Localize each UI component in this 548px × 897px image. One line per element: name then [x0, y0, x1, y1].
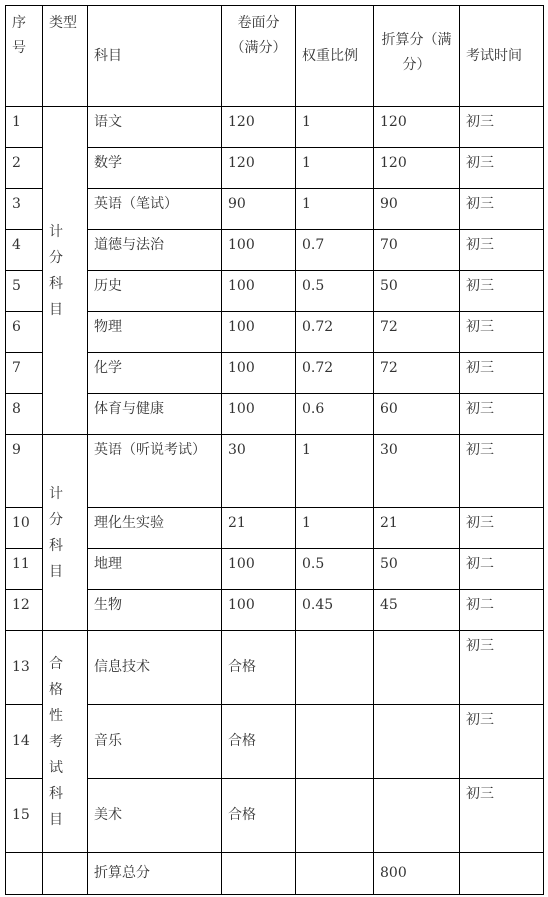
- row-time: 初三: [460, 271, 544, 312]
- group-label-char: 科: [49, 537, 63, 554]
- row-converted: 60: [374, 394, 460, 435]
- row-subject: 英语（笔试）: [88, 189, 222, 230]
- row-index: 5: [6, 271, 43, 312]
- row-weight: 0.45: [296, 590, 374, 631]
- total-value: 800: [374, 853, 460, 895]
- row-converted: [374, 705, 460, 779]
- row-index: 6: [6, 312, 43, 353]
- group-label-char: 计: [49, 223, 63, 240]
- row-converted: 70: [374, 230, 460, 271]
- row-weight: 1: [296, 435, 374, 508]
- total-time-empty: [460, 853, 544, 895]
- row-subject: 信息技术: [88, 631, 222, 705]
- total-score-empty: [222, 853, 296, 895]
- row-time: 初三: [460, 189, 544, 230]
- row-subject: 物理: [88, 312, 222, 353]
- row-index: 9: [6, 435, 43, 508]
- row-time: 初三: [460, 394, 544, 435]
- row-subject: 道德与法治: [88, 230, 222, 271]
- row-weight: 1: [296, 508, 374, 549]
- row-time: 初三: [460, 148, 544, 189]
- row-weight: 1: [296, 189, 374, 230]
- group-label-scored-1: [43, 107, 88, 435]
- row-index: 15: [6, 779, 43, 853]
- group-label-char: 科: [49, 785, 63, 802]
- row-subject: 英语（听说考试）: [88, 435, 222, 508]
- row-score: 100: [222, 230, 296, 271]
- row-subject: 美术: [88, 779, 222, 853]
- row-weight: [296, 631, 374, 705]
- row-score: 合格: [222, 631, 296, 705]
- row-score: 21: [222, 508, 296, 549]
- group-label-char: 格: [49, 681, 63, 698]
- row-weight: [296, 705, 374, 779]
- group-label-char: 分: [49, 511, 63, 528]
- group-label-text: [49, 219, 81, 323]
- row-time: 初二: [460, 549, 544, 590]
- row-index: 14: [6, 705, 43, 779]
- row-score: 合格: [222, 705, 296, 779]
- row-converted: 120: [374, 148, 460, 189]
- row-index: 3: [6, 189, 43, 230]
- row-converted: 90: [374, 189, 460, 230]
- row-score: 120: [222, 107, 296, 148]
- row-subject: 生物: [88, 590, 222, 631]
- row-converted: [374, 779, 460, 853]
- group-label-char: 计: [49, 485, 63, 502]
- row-converted: 72: [374, 353, 460, 394]
- header-score: 卷面分（满分）: [222, 6, 296, 107]
- row-time: 初二: [460, 590, 544, 631]
- group-label-char: 试: [49, 759, 63, 776]
- row-weight: 0.72: [296, 312, 374, 353]
- row-index: 7: [6, 353, 43, 394]
- row-index: 13: [6, 631, 43, 705]
- row-index: 11: [6, 549, 43, 590]
- row-subject: 理化生实验: [88, 508, 222, 549]
- row-subject: 语文: [88, 107, 222, 148]
- row-weight: 1: [296, 107, 374, 148]
- header-weight: 权重比例: [296, 6, 374, 107]
- row-converted: 50: [374, 549, 460, 590]
- row-score: 100: [222, 353, 296, 394]
- row-score: 90: [222, 189, 296, 230]
- row-time: 初三: [460, 312, 544, 353]
- row-weight: 0.6: [296, 394, 374, 435]
- header-type: 类型: [43, 6, 88, 107]
- row-time: 初三: [460, 631, 544, 705]
- row-score: 100: [222, 394, 296, 435]
- row-subject: 数学: [88, 148, 222, 189]
- group-label-char: 目: [49, 563, 63, 580]
- row-converted: 120: [374, 107, 460, 148]
- row-score: 30: [222, 435, 296, 508]
- group-label-char: 分: [49, 249, 63, 266]
- row-score: 合格: [222, 779, 296, 853]
- row-score: 100: [222, 549, 296, 590]
- row-index: 12: [6, 590, 43, 631]
- row-score: 100: [222, 590, 296, 631]
- row-time: 初三: [460, 705, 544, 779]
- row-subject: 体育与健康: [88, 394, 222, 435]
- row-weight: 1: [296, 148, 374, 189]
- group-label-char: 目: [49, 811, 63, 828]
- header-subject: 科目: [88, 6, 222, 107]
- group-label-char: 目: [49, 301, 63, 318]
- group-label-text: [49, 481, 81, 585]
- row-index: 1: [6, 107, 43, 148]
- row-index: 4: [6, 230, 43, 271]
- header-converted: 折算分（满分）: [374, 6, 460, 107]
- group-label-char: 考: [49, 733, 63, 750]
- row-weight: 0.7: [296, 230, 374, 271]
- row-time: 初三: [460, 107, 544, 148]
- total-label: 折算总分: [88, 853, 222, 895]
- group-label-pass-fail: [43, 631, 88, 853]
- row-subject: 地理: [88, 549, 222, 590]
- row-index: 8: [6, 394, 43, 435]
- total-type-empty: [43, 853, 88, 895]
- row-converted: 72: [374, 312, 460, 353]
- row-subject: 化学: [88, 353, 222, 394]
- header-index: 序号: [6, 6, 43, 107]
- row-converted: [374, 631, 460, 705]
- row-subject: 音乐: [88, 705, 222, 779]
- row-converted: 21: [374, 508, 460, 549]
- row-index: 10: [6, 508, 43, 549]
- row-time: 初三: [460, 230, 544, 271]
- row-subject: 历史: [88, 271, 222, 312]
- group-label-char: 合: [49, 655, 63, 672]
- total-index-empty: [6, 853, 43, 895]
- total-weight-empty: [296, 853, 374, 895]
- row-time: 初三: [460, 508, 544, 549]
- row-score: 100: [222, 271, 296, 312]
- row-converted: 45: [374, 590, 460, 631]
- row-converted: 50: [374, 271, 460, 312]
- row-weight: 0.72: [296, 353, 374, 394]
- row-score: 120: [222, 148, 296, 189]
- row-converted: 30: [374, 435, 460, 508]
- row-time: 初三: [460, 779, 544, 853]
- row-weight: 0.5: [296, 549, 374, 590]
- header-time: 考试时间: [460, 6, 544, 107]
- row-time: 初三: [460, 435, 544, 508]
- group-label-scored-2: [43, 435, 88, 631]
- score-table: [5, 5, 544, 895]
- group-label-char: 科: [49, 275, 63, 292]
- group-label-char: 性: [49, 707, 63, 724]
- row-time: 初三: [460, 353, 544, 394]
- row-index: 2: [6, 148, 43, 189]
- row-weight: 0.5: [296, 271, 374, 312]
- row-weight: [296, 779, 374, 853]
- row-score: 100: [222, 312, 296, 353]
- group-label-text: [49, 651, 81, 833]
